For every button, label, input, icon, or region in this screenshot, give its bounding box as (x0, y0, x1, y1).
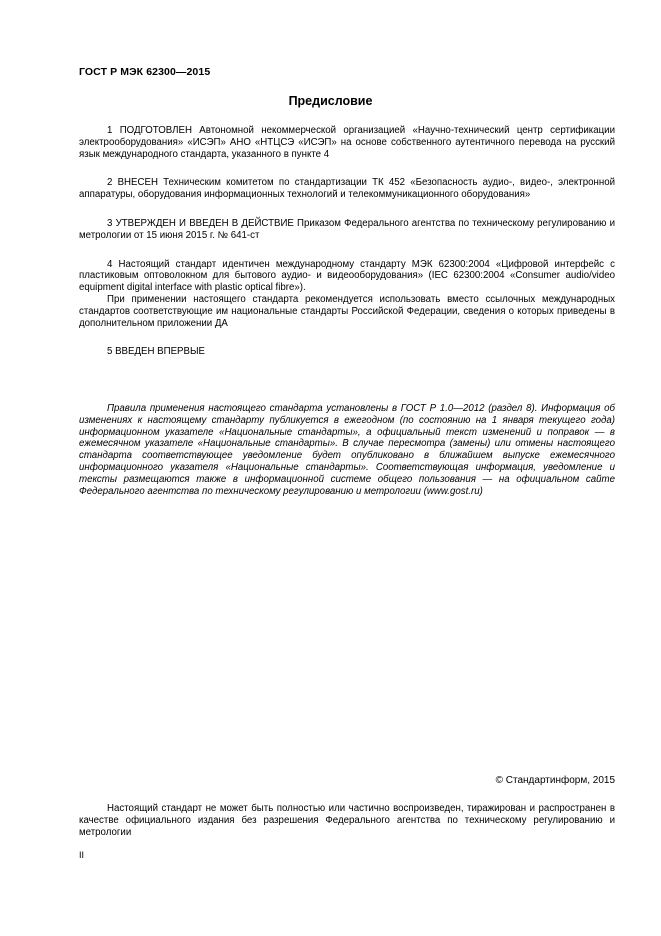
copyright-line: © Стандартинформ, 2015 (495, 775, 615, 786)
reproduction-notice: Настоящий стандарт не может быть полностью или частично воспроизведен, тиражирован и распространен в качестве официального издания без разрешения Федерального агентства по техническому регулированию и метрологии (79, 803, 615, 838)
foreword-item-4-note: При применении настоящего стандарта рекомендуется использовать вместо ссылочных международных стандартов соответствующие им национальные стандарты Российской Федерации, сведения о которых приведены в дополнительном приложении ДА (79, 293, 615, 329)
document-code-header: ГОСТ Р МЭК 62300—2015 (79, 66, 211, 78)
foreword-body (79, 125, 615, 358)
foreword-item-4: 4 Настоящий стандарт идентичен международному стандарту МЭК 62300:2004 «Цифровой интерфейс с пластиковым оптоволокном для бытового аудио- и видеооборудования» (IEC 62300:2004 «Consumer audio/video equipment digital interface with plastic optical fibre»). (79, 258, 615, 294)
foreword-item-3: 3 УТВЕРЖДЕН И ВВЕДЕН В ДЕЙСТВИЕ Приказом Федерального агентства по техническому регулированию и метрологии от 15 июня 2015 г. № 641-ст (79, 217, 615, 241)
foreword-item-1: 1 ПОДГОТОВЛЕН Автономной некоммерческой организацией «Научно-технический центр сертификации электрооборудования» «ИСЭП» АНО «НТЦСЭ «ИСЭП» на основе собственного аутентичного перевода на русский язык международного стандарта, указанного в пункте 4 (79, 125, 615, 160)
foreword-item-5: 5 ВВЕДЕН ВПЕРВЫЕ (107, 346, 206, 358)
foreword-item-2: 2 ВНЕСЕН Техническим комитетом по стандартизации ТК 452 «Безопасность аудио-, видео-, электронной аппаратуры, оборудования информационных технологий и телекоммуникационного оборудования» (79, 177, 615, 201)
rules-notice: Правила применения настоящего стандарта установлены в ГОСТ Р 1.0—2012 (раздел 8). Информация об изменениях к настоящему стандарту публикуется в ежегодном (по состоянию на 1 января текущего года) информационном указателе «Национальные стандарты», а официальный текст изменений и поправок — в ежемесячном указателе «Национальные стандарты». В случае пересмотра (замены) или отмены настоящего стандарта соответствующее уведомление будет опубликовано в ближайшем выпуске ежемесячного информационного указателя «Национальные стандарты». Соответствующая информация, уведомление и тексты размещаются также в информационной системе общего пользования — на официальном сайте Федерального агентства по техническому регулированию и метрологии (www.gost.ru) (79, 403, 615, 497)
page-number: II (79, 850, 85, 860)
section-title: Предисловие (288, 94, 373, 108)
